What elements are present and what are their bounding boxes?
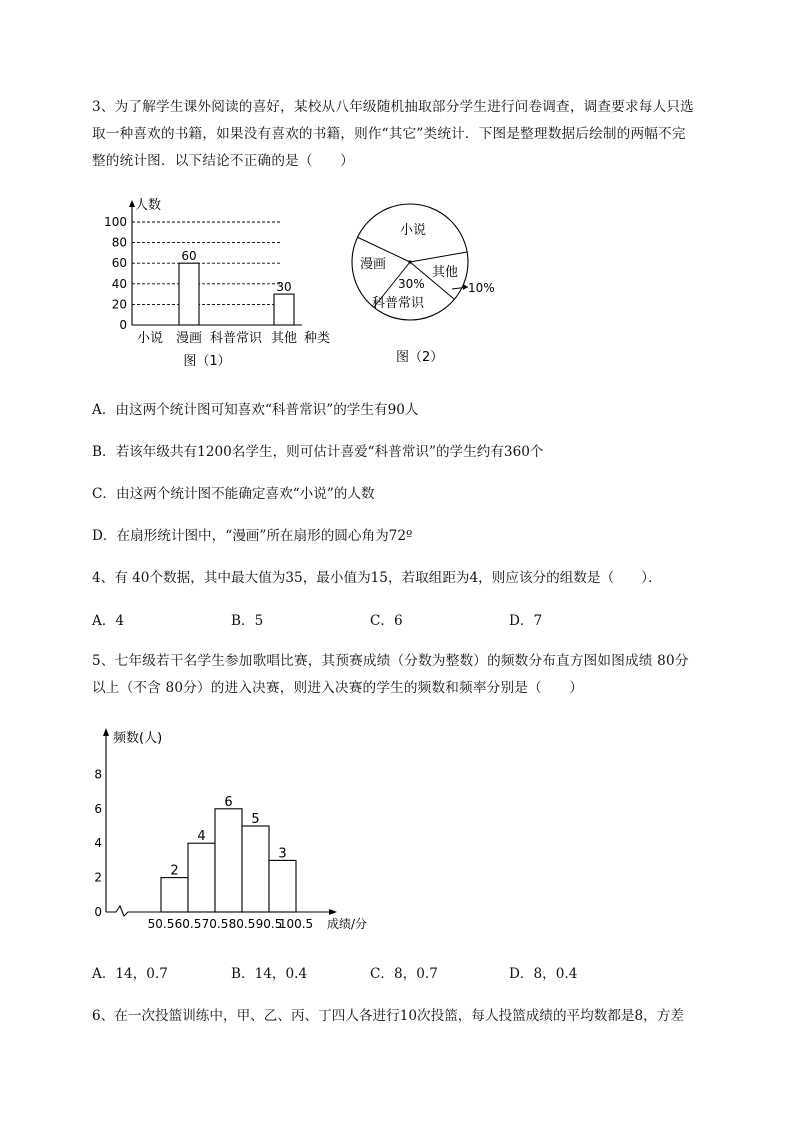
bar1-category-label: 科普常识: [209, 331, 263, 346]
hist-y-label: 频数(人): [113, 731, 163, 746]
q3-stem-line3: 整的统计图．以下结论不正确的是（ ）: [92, 153, 355, 169]
hist-bin-edge-label: 50.5: [147, 917, 175, 931]
hist-value-label: 5: [251, 812, 260, 827]
q3-option-b: B．若该年级共有1200名学生，则可估计喜爱“科普常识”的学生约有360个: [92, 444, 544, 460]
q5-stem-line1: 5、七年级若干名学生参加歌唱比赛，其预赛成绩（分数为整数）的频数分布直方图如图成绩 80分: [92, 653, 689, 669]
bar1-y-tick-label: 100: [104, 215, 127, 229]
bar1-category-label: 小说: [136, 331, 164, 346]
q6-stem: 6、在一次投篮训练中，甲、乙、丙、丁四人各进行10次投篮，每人投篮成绩的平均数都是8，方差: [92, 1008, 684, 1024]
bar1-value-label: 30: [276, 280, 292, 295]
hist-y-tick-label: 6: [94, 801, 102, 816]
bar1-y-tick-label: 80: [111, 235, 127, 250]
q3-option-d: D．在扇形统计图中，“漫画”所在扇形的圆心角为72º: [92, 528, 413, 544]
q4-option-c: C．6: [370, 613, 403, 629]
hist-value-label: 3: [278, 846, 287, 862]
hist-x-label: 成绩/分: [327, 917, 368, 931]
q5-stem-line2: 以上（不含 80分）的进入决赛，则进入决赛的学生的频数和频率分别是（ ）: [92, 680, 584, 696]
q5-option-a: A．14，0.7: [92, 966, 168, 982]
q3-option-c: C．由这两个统计图不能确定喜欢“小说”的人数: [92, 486, 375, 502]
q3-stem: [92, 94, 742, 175]
q3-stem-line1: 3、为了解学生课外阅读的喜好，某校从八年级随机抽取部分学生进行问卷调查，调查要求每人只选: [92, 99, 694, 115]
q5-option-c: C．8，0.7: [370, 966, 438, 982]
q3-bar-chart: [92, 192, 352, 372]
pie-label-science-pct: 30%: [398, 277, 425, 291]
bar1-bar: [179, 263, 199, 325]
q4-option-b: B．5: [231, 613, 264, 629]
q5-option-b: B．14，0.4: [231, 966, 308, 982]
pie-title: 图（2）: [396, 350, 444, 365]
q3-pie-chart: [340, 192, 510, 372]
hist-bar: [161, 878, 188, 912]
bar1-y-tick-label: 20: [111, 297, 127, 312]
pie-label-novel: 小说: [400, 223, 427, 238]
q4-option-d: D．7: [509, 613, 543, 629]
hist-bar: [242, 826, 269, 912]
bar1-category-label: 其他: [270, 331, 298, 346]
hist-bin-edge-label: 80.5: [228, 917, 256, 931]
q5-option-d: D．8，0.4: [509, 966, 578, 982]
pie-divider-novel-other: [410, 252, 467, 262]
q5-stem: [92, 648, 742, 702]
q3-stem-line2: 取一种喜欢的书籍，如果没有喜欢的书籍，则作“其它”类统计．下图是整理数据后绘制的两幅不完: [92, 126, 686, 142]
hist-bin-edge-label: 90.5: [255, 917, 283, 931]
hist-y-axis-arrow: [103, 728, 109, 736]
hist-bar: [269, 860, 296, 912]
hist-bar: [215, 809, 242, 912]
bar1-value-label: 60: [181, 249, 197, 264]
bar1-y-label: 人数: [135, 198, 162, 213]
pie-label-other-pct: 10%: [468, 281, 495, 295]
hist-value-label: 2: [170, 863, 179, 879]
q4-option-a: A．4: [92, 613, 125, 629]
bar1-x-label: 种类: [303, 331, 331, 346]
bar1-title: 图（1）: [183, 354, 231, 369]
bar1-category-label: 漫画: [175, 331, 203, 346]
hist-y-tick-label: 2: [94, 870, 102, 885]
hist-x-axis-arrow: [329, 909, 337, 915]
pie-label-other: 其他: [432, 265, 459, 280]
pie-center-dot: [408, 260, 411, 263]
q4-stem: 4、有 40个数据，其中最大值为35，最小值为15，若取组距为4，则应该分的组数是（ ）．: [92, 570, 662, 586]
q5-histogram: [84, 722, 384, 937]
q3-option-a: A．由这两个统计图可知喜欢“科普常识”的学生有90人: [92, 402, 419, 418]
hist-y-tick-label: 8: [94, 767, 102, 782]
bar1-y-tick-label: 60: [111, 256, 127, 271]
hist-bar: [188, 843, 215, 912]
hist-value-label: 4: [197, 829, 206, 845]
hist-bin-edge-label: 60.5: [174, 917, 202, 931]
bar1-y-tick-label: 0: [119, 318, 127, 332]
hist-bin-edge-label: 70.5: [201, 917, 229, 931]
hist-value-label: 6: [224, 794, 233, 810]
hist-y-tick-label: 0: [94, 905, 102, 919]
hist-y-tick-label: 4: [94, 836, 102, 851]
bar1-y-tick-label: 40: [111, 276, 127, 291]
bar1-bar: [274, 294, 294, 325]
hist-bin-edge-label: 100.5: [278, 917, 314, 931]
pie-label-science: 科普常识: [372, 296, 425, 311]
pie-label-comic: 漫画: [360, 257, 387, 272]
